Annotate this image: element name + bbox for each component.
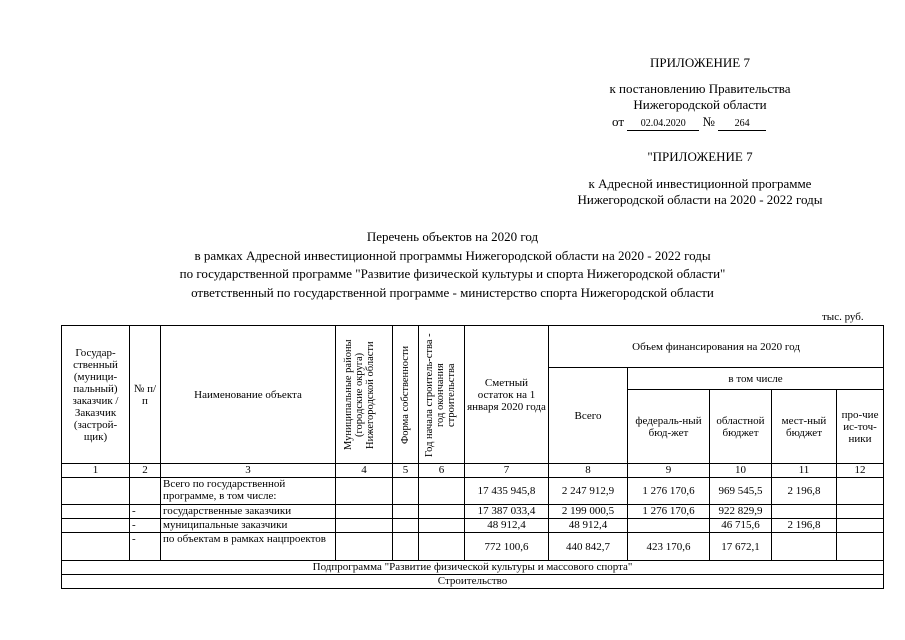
table-row xyxy=(62,505,884,519)
header-federal: федераль-ный бюд-жет xyxy=(628,390,710,464)
appendix-title: ПРИЛОЖЕНИЕ 7 xyxy=(650,55,750,70)
header-years-cell xyxy=(419,326,465,464)
resolution-date-line xyxy=(612,114,792,131)
column-number-row xyxy=(62,464,884,478)
row-other xyxy=(837,478,884,505)
row-name: государственные заказчики xyxy=(161,505,336,519)
subprogram-row: Подпрограмма "Развитие физической культуры и массового спорта" xyxy=(62,561,884,575)
header-estimate: Сметный остаток на 1 января 2020 года xyxy=(465,326,549,464)
col-num: 10 xyxy=(710,464,772,478)
row-name: Всего по государственной программе, в том числе: xyxy=(161,478,336,505)
program-line-1: к Адресной инвестиционной программе xyxy=(588,176,812,191)
row-federal: 1 276 170,6 xyxy=(628,505,710,519)
program-line-2: Нижегородской области на 2020 - 2022 годы xyxy=(577,192,823,207)
header-years: Год начала строитель-ства - год окончания строительства xyxy=(423,332,457,457)
header-local: мест-ный бюджет xyxy=(772,390,837,464)
header-ownership-cell xyxy=(393,326,419,464)
row-regional: 46 715,6 xyxy=(710,519,772,533)
row-other xyxy=(837,533,884,561)
header-including: в том числе xyxy=(628,368,884,390)
row-total: 48 912,4 xyxy=(549,519,628,533)
row-num xyxy=(130,478,161,505)
col-num: 9 xyxy=(628,464,710,478)
col-num: 2 xyxy=(130,464,161,478)
row-estimate: 17 387 033,4 xyxy=(465,505,549,519)
header-regional: областной бюджет xyxy=(710,390,772,464)
document-title-4: ответственный по государственной программе - министерство спорта Нижегородской области xyxy=(191,285,714,300)
table-row xyxy=(62,533,884,561)
row-num: - xyxy=(130,505,161,519)
date-field: 02.04.2020 xyxy=(627,118,699,131)
col-num: 5 xyxy=(393,464,419,478)
number-field: 264 xyxy=(718,118,766,131)
row-local xyxy=(772,505,837,519)
col-num: 11 xyxy=(772,464,837,478)
row-regional: 922 829,9 xyxy=(710,505,772,519)
resolution-line-1: к постановлению Правительства xyxy=(609,81,791,96)
document-title-2: в рамках Адресной инвестиционной программы Нижегородской области на 2020 - 2022 годы xyxy=(194,248,711,263)
col-num: 8 xyxy=(549,464,628,478)
row-local xyxy=(772,533,837,561)
row-num: - xyxy=(130,533,161,561)
header-total: Всего xyxy=(549,368,628,464)
header-other: про-чие ис-точ-ники xyxy=(837,390,884,464)
objects-table xyxy=(61,325,884,589)
header-number: № п/п xyxy=(130,326,161,464)
row-name: муниципальные заказчики xyxy=(161,519,336,533)
header-ownership: Форма собственности xyxy=(400,345,411,444)
row-total: 2 199 000,5 xyxy=(549,505,628,519)
col-num: 7 xyxy=(465,464,549,478)
col-num: 4 xyxy=(336,464,393,478)
row-local: 2 196,8 xyxy=(772,478,837,505)
row-num: - xyxy=(130,519,161,533)
header-funding: Объем финансирования на 2020 год xyxy=(549,326,884,368)
row-total: 440 842,7 xyxy=(549,533,628,561)
col-num: 12 xyxy=(837,464,884,478)
header-object-name: Наименование объекта xyxy=(161,326,336,464)
date-prefix: от xyxy=(612,114,625,129)
table-row xyxy=(62,519,884,533)
row-name: по объектам в рамках нацпроектов xyxy=(161,533,336,561)
row-regional: 17 672,1 xyxy=(710,533,772,561)
document-title-3: по государственной программе "Развитие физической культуры и спорта Нижегородской области" xyxy=(179,266,726,281)
appendix-title-2: "ПРИЛОЖЕНИЕ 7 xyxy=(647,149,753,164)
col-num: 3 xyxy=(161,464,336,478)
document-title-1: Перечень объектов на 2020 год xyxy=(366,229,539,244)
row-other xyxy=(837,519,884,533)
header-customer: Государ-ственный (муници-пальный) заказчик / Заказчик (застрой-щик) xyxy=(62,326,130,464)
row-estimate: 772 100,6 xyxy=(465,533,549,561)
col-num: 6 xyxy=(419,464,465,478)
row-federal xyxy=(628,519,710,533)
section-row: Строительство xyxy=(62,575,884,589)
col-num: 1 xyxy=(62,464,130,478)
row-other xyxy=(837,505,884,519)
row-total: 2 247 912,9 xyxy=(549,478,628,505)
row-regional: 969 545,5 xyxy=(710,478,772,505)
header-districts-cell xyxy=(336,326,393,464)
row-local: 2 196,8 xyxy=(772,519,837,533)
resolution-line-2: Нижегородской области xyxy=(633,97,767,112)
row-federal: 1 276 170,6 xyxy=(628,478,710,505)
number-prefix: № xyxy=(702,114,715,129)
units-label: тыс. руб. xyxy=(822,311,864,323)
row-federal: 423 170,6 xyxy=(628,533,710,561)
table-row xyxy=(62,478,884,505)
row-estimate: 17 435 945,8 xyxy=(465,478,549,505)
row-estimate: 48 912,4 xyxy=(465,519,549,533)
header-districts: Муниципальные районы (городские округа) Нижегородской области xyxy=(343,339,376,450)
